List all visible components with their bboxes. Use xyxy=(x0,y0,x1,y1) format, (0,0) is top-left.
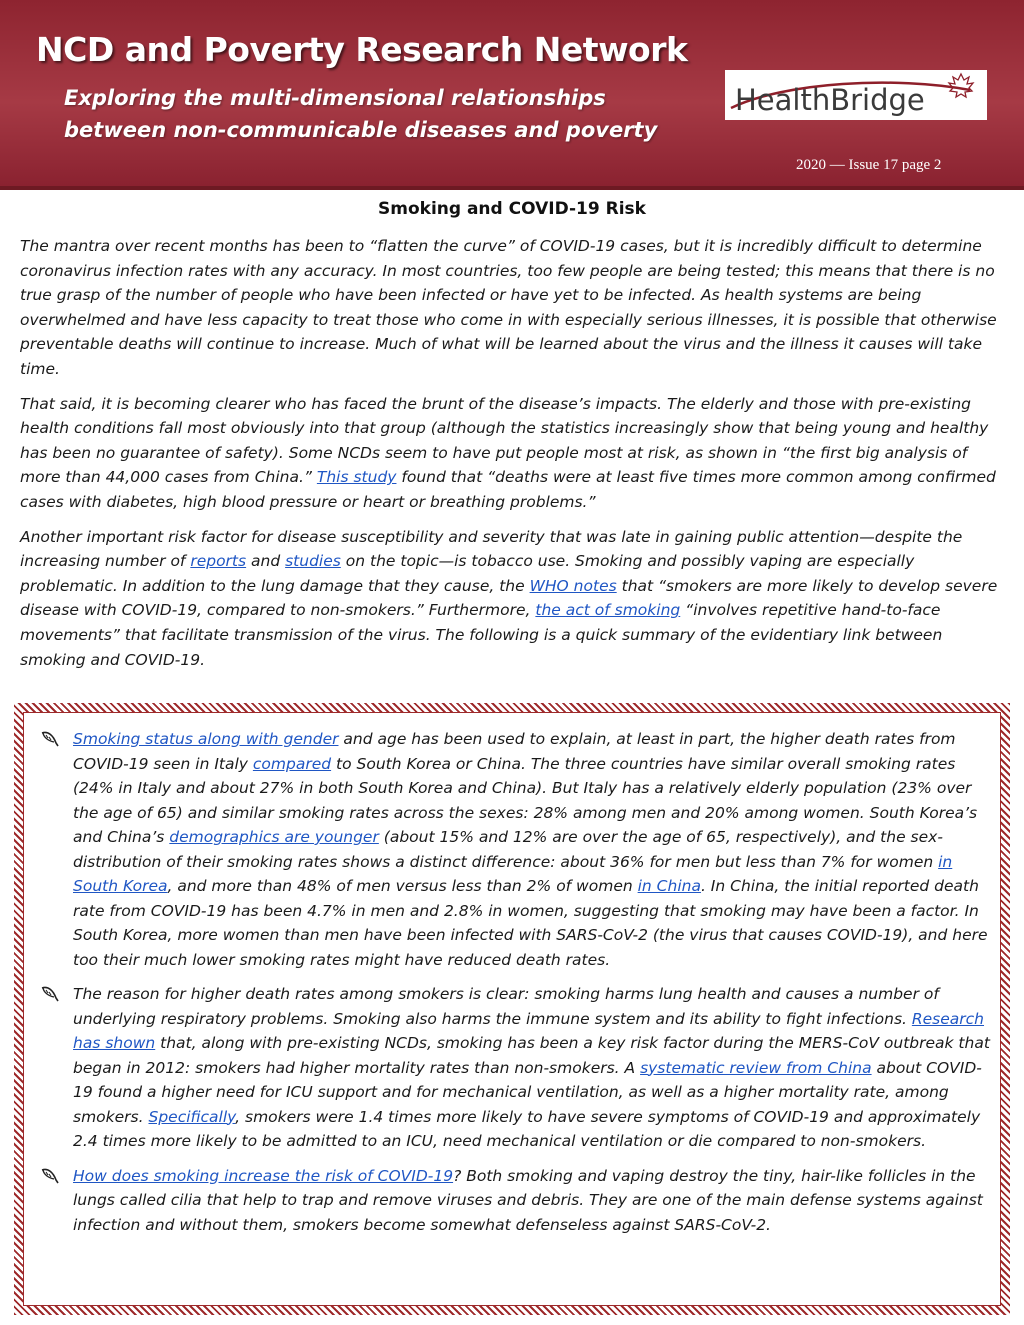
logo-text: HealthBridge xyxy=(735,83,925,117)
quill-pen-icon xyxy=(40,730,60,748)
text-run: about COVID-19 found a higher need for ICU support and for mechanical ventilation, as well as a higher mortality rate, among smokers. xyxy=(73,1058,982,1126)
article-paragraph xyxy=(20,392,1005,515)
text-run: and xyxy=(246,552,286,571)
quill-pen-icon xyxy=(40,985,60,1003)
quill-pen-icon xyxy=(40,1167,60,1185)
healthbridge-logo xyxy=(725,70,987,120)
text-run: Another important risk factor for disease susceptibility and severity that was late in gaining public attention—despite the increasing number of xyxy=(20,527,963,571)
newsletter-subtitle: Exploring the multi-dimensional relationships between non-communicable diseases and poverty xyxy=(64,86,658,142)
text-run: ? Both smoking and vaping destroy the tiny, hair-like follicles in the lungs called cilia that help to trap and remove viruses and debris. They are one of the main defense systems against infection and without them, smokers become somewhat defenseless against SARS-CoV-2. xyxy=(73,1166,983,1234)
text-run: , smokers were 1.4 times more likely to have severe symptoms of COVID-19 and approximately 2.4 times more likely to be admitted to an ICU, need mechanical ventilation or die compared to non-smokers. xyxy=(73,1107,981,1150)
article-paragraph xyxy=(20,234,1005,382)
summary-box-inner xyxy=(23,712,1001,1306)
text-run: to South Korea or China. The three countries have similar overall smoking rates (24% in Italy and about 27% in both South Korea and China). But Italy has a relatively elderly population (23% over the age of 65) and similar smoking rates across the sexes: 28% among men and 20% among women. South Korea’s and China’s xyxy=(73,754,978,846)
newsletter-title: NCD and Poverty Research Network xyxy=(36,30,688,69)
inline-link[interactable]: studies xyxy=(285,552,341,571)
article-paragraph xyxy=(20,525,1005,673)
text-run: on the topic—is tobacco use. Smoking and possibly vaping are especially problematic. In addition to the lung damage that they cause, the xyxy=(20,552,915,595)
inline-link[interactable]: WHO notes xyxy=(529,576,617,595)
text-run: that “smokers are more likely to develop severe disease with COVID-19, compared to non-smokers.” Furthermore, xyxy=(20,576,998,620)
text-run: and age has been used to explain, at least in part, the higher death rates from COVID-19 seen in Italy xyxy=(73,730,956,773)
summary-bullet xyxy=(40,982,1000,1154)
inline-link[interactable]: in South Korea xyxy=(73,852,953,895)
inline-link[interactable]: reports xyxy=(190,552,247,571)
inline-link[interactable]: demographics are younger xyxy=(169,828,379,846)
text-run: . In China, the initial reported death rate from COVID-19 has been 4.7% in men and 2.8% in women, suggesting that smoking may have been a factor. In South Korea, more women than men have been infected with SARS-CoV-2 (the virus that causes COVID-19), and here too their much lower smoking rates might have reduced death rates. xyxy=(73,877,988,969)
summary-box xyxy=(14,703,1010,1315)
text-run: That said, it is becoming clearer who has faced the brunt of the disease’s impacts. The elderly and those with pre-existing health conditions fall most obviously into that group (although the statistics increasingly show that being young and healthy has been no guarantee of safety). Some NCDs seem to have put people most at risk, as shown in “the first big analysis of more than 44,000 cases from China.” xyxy=(20,394,989,487)
text-run: (about 15% and 12% are over the age of 65, respectively), and the sex-distribution of their smoking rates shows a distinct difference: about 36% for men but less than 7% for women xyxy=(73,828,943,871)
article-title: Smoking and COVID-19 Risk xyxy=(378,199,646,219)
inline-link[interactable]: systematic review from China xyxy=(640,1058,872,1077)
summary-bullets xyxy=(40,727,1000,1247)
summary-bullet xyxy=(40,727,1000,972)
issue-info: 2020 — Issue 17 page 2 xyxy=(796,157,942,173)
text-run: found that “deaths were at least five times more common among confirmed cases with diabetes, high blood pressure or heart or breathing problems.” xyxy=(20,468,996,511)
maple-leaf-icon xyxy=(949,74,973,97)
text-run: The reason for higher death rates among smokers is clear: smoking harms lung health and causes a number of underlying respiratory problems. Smoking also harms the immune system and its ability to fight infections. xyxy=(73,985,939,1028)
inline-link[interactable]: How does smoking increase the risk of COVID-19 xyxy=(73,1166,454,1185)
inline-link[interactable]: the act of smoking xyxy=(535,601,681,620)
text-run: “involves repetitive hand-to-face movements” that facilitate transmission of the virus. The following is a quick summary of the evidentiary link between smoking and COVID-19. xyxy=(20,601,943,669)
inline-link[interactable]: Smoking status along with gender xyxy=(73,730,339,748)
summary-bullet xyxy=(40,1164,1000,1238)
inline-link[interactable]: This study xyxy=(316,468,397,487)
inline-link[interactable]: Research has shown xyxy=(73,1009,985,1052)
text-run: The mantra over recent months has been to “flatten the curve” of COVID-19 cases, but it is incredibly difficult to determine coronavirus infection rates with any accuracy. In most countries, too few people are being tested; this means that there is no true grasp of the number of people who have been infected or have yet to be infected. As health systems are being overwhelmed and have less capacity to treat those who come in with especially serious illnesses, it is possible that otherwise preventable deaths will continue to increase. Much of what will be learned about the virus and the illness it causes will take time. xyxy=(20,237,997,378)
text-run: that, along with pre-existing NCDs, smoking has been a key risk factor during the MERS-CoV outbreak that began in 2012: smokers had higher mortality rates than non-smokers. A xyxy=(73,1034,990,1077)
inline-link[interactable]: in China xyxy=(637,877,701,895)
text-run: , and more than 48% of men versus less than 2% of women xyxy=(167,877,638,895)
healthbridge-logo-graphic xyxy=(725,70,987,120)
inline-link[interactable]: compared xyxy=(252,754,332,773)
article-body xyxy=(20,234,1005,682)
header-banner xyxy=(0,0,1024,190)
inline-link[interactable]: Specifically xyxy=(148,1107,236,1126)
